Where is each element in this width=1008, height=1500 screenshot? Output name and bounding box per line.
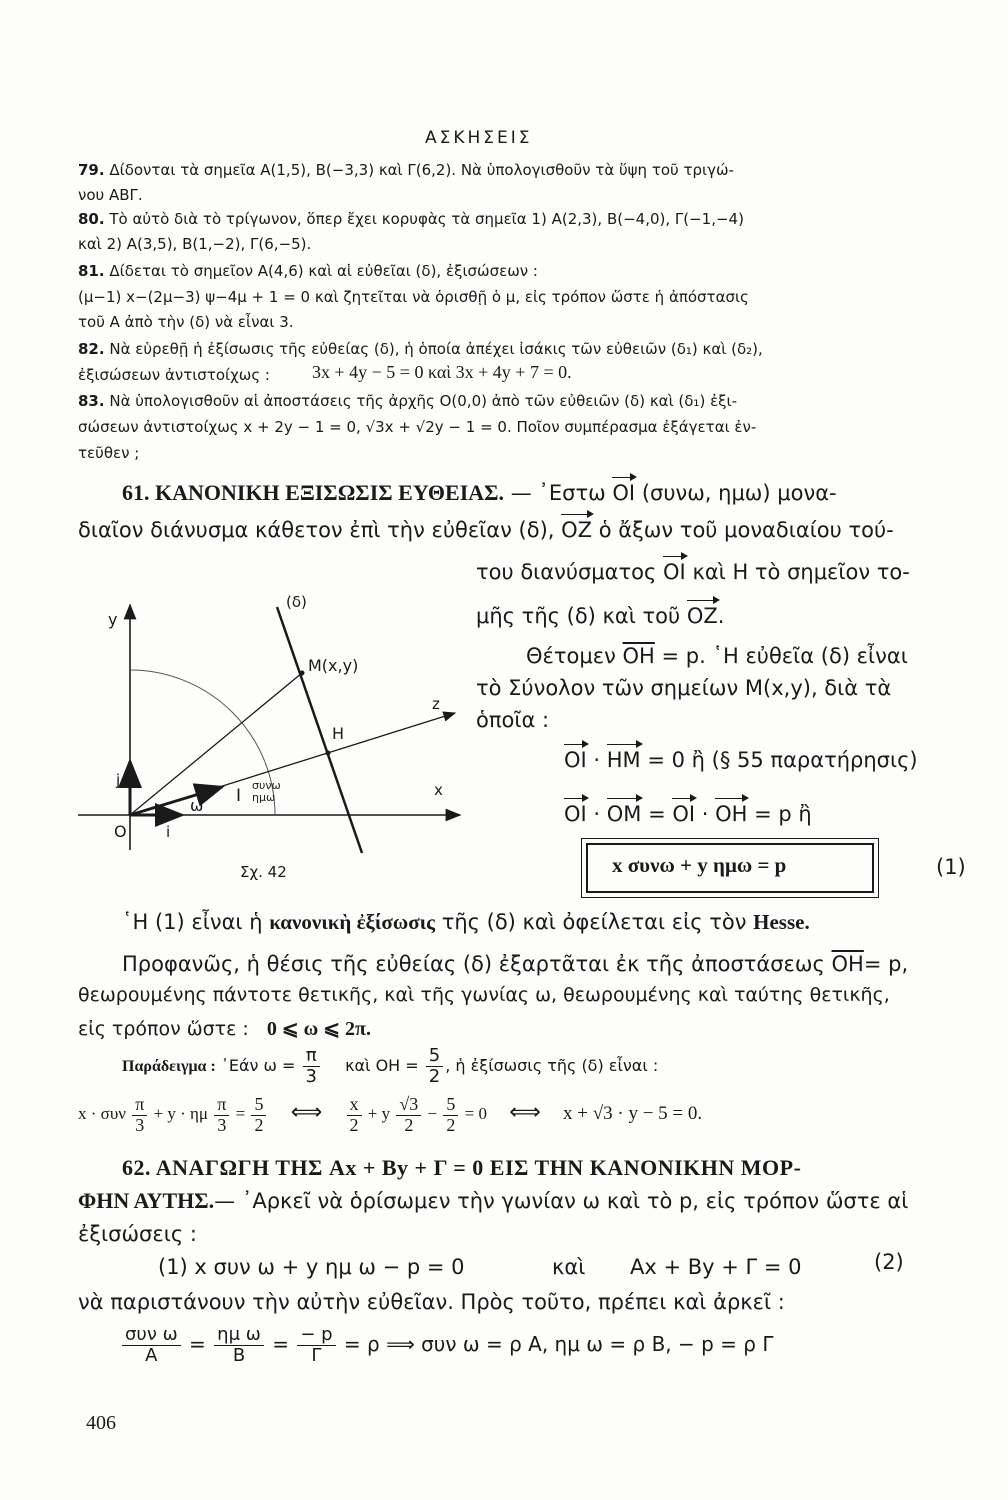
exercise-82-line2a: ἐξισώσεων ἀντιστοίχως : xyxy=(78,366,270,384)
line-OM xyxy=(130,673,302,815)
fraction-5-2 xyxy=(443,1095,458,1136)
equation-1-normal-form: (1) x συν ω + y ημ ω − p = 0 xyxy=(158,1255,465,1279)
segment-OH: $\overline{OH}$ xyxy=(622,644,655,668)
proportion-equation xyxy=(120,1325,774,1366)
figure-caption: Σχ. 42 xyxy=(240,863,287,881)
exercise-80 xyxy=(78,210,744,228)
text: , ἡ ἐξίσωσις τῆς (δ) εἶναι : xyxy=(445,1055,659,1075)
text: + y xyxy=(367,1104,391,1124)
text: = 0 xyxy=(464,1104,487,1124)
text: ὁ ἄξων τοῦ μοναδιαίου τού- xyxy=(598,518,894,542)
exercise-81-line2: (μ−1) x−(2μ−3) ψ−4μ + 1 = 0 καὶ ζητεῖται νὰ ὁρισθῇ ὁ μ, εἰς τρόπον ὥστε ἡ ἀπόστασις xyxy=(78,288,749,306)
numerator: συν ω xyxy=(122,1325,181,1346)
section-62-title-line1: 62. ΑΝΑΓΩΓΗ ΤΗΣ Ax + By + Γ = 0 ΕΙΣ ΤΗΝ ΚΑΝΟΝΙΚΗΝ ΜΟΡ- xyxy=(122,1155,802,1180)
denominator: 2 xyxy=(428,1065,441,1087)
exercise-number: 83. xyxy=(78,392,105,410)
emphasis: κανονικὴ ἐξίσωσις xyxy=(269,910,435,934)
point-H xyxy=(326,751,331,756)
fraction-pi-3 xyxy=(303,1046,320,1087)
text: τῆς (δ) καὶ ὀφείλεται εἰς τὸν xyxy=(441,910,747,934)
vector-OI: ΟΙ xyxy=(672,802,696,826)
paragraph-line1 xyxy=(122,952,908,976)
text: μῆς τῆς (δ) καὶ τοῦ xyxy=(476,604,681,628)
equation-dot-HM: ΟΙ · ΗΜ = 0 ἢ (§ 55 παρατήρησις) xyxy=(564,748,918,772)
label-I-sin: ημω xyxy=(252,791,276,804)
vector-OZ: ΟΖ xyxy=(561,518,593,542)
figure-42 xyxy=(70,585,470,885)
example-line xyxy=(122,1046,658,1087)
text: Προφανῶς, ἡ θέσις τῆς εὐθείας (δ) ἐξαρτᾶται ἐκ τῆς ἀποστάσεως xyxy=(122,952,825,976)
vector-OI xyxy=(130,787,222,815)
exercise-text: Τὸ αὐτὸ διὰ τὸ τρίγωνον, ὅπερ ἔχει κορυφὰς τὰ σημεῖα 1) Α(2,3), Β(−4,0), Γ(−1,−4) xyxy=(109,210,744,228)
text: x · συν xyxy=(78,1104,126,1124)
numerator: ημ ω xyxy=(214,1325,264,1346)
section-61-line2 xyxy=(78,516,894,542)
label-delta: (δ) xyxy=(286,593,307,611)
exercise-82 xyxy=(78,340,763,358)
fraction-sin-B xyxy=(214,1325,264,1366)
text: καὶ ΟΗ = xyxy=(345,1055,419,1075)
text: του διανύσματος xyxy=(476,560,657,584)
denominator: 2 xyxy=(349,1114,359,1135)
section-61-title: 61. ΚΑΝΟΝΙΚΗ ΕΞΙΣΩΣΙΣ ΕΥΘΕΙΑΣ. xyxy=(122,480,505,505)
equivalence-arrow: ⟺ xyxy=(509,1099,541,1125)
fraction-pi-3 xyxy=(214,1095,229,1136)
text: εἰς τρόπον ὥστε : xyxy=(78,1018,249,1040)
vector-OI: ΟΙ xyxy=(612,481,636,505)
label-z: z xyxy=(432,695,440,713)
text: ᾽Εάν ω = xyxy=(220,1055,296,1075)
fraction-x-2 xyxy=(347,1095,362,1136)
denominator: 2 xyxy=(446,1114,456,1135)
vector-OZ: ΟΖ xyxy=(686,604,718,628)
text: + y · ημ xyxy=(153,1104,209,1124)
vector-OI: ΟΙ xyxy=(564,748,587,772)
omega-range: 0 ⩽ ω ⩽ 2π. xyxy=(266,1018,371,1040)
text: − xyxy=(427,1104,438,1124)
equivalence-arrow: ⟺ xyxy=(290,1099,323,1125)
label-M: M(x,y) xyxy=(308,656,359,675)
text: Θέτομεν xyxy=(526,644,616,668)
exercise-83 xyxy=(78,392,737,410)
exercise-number: 80. xyxy=(78,210,105,228)
denominator: Γ xyxy=(311,1344,322,1366)
label-I-cos: συνω xyxy=(252,779,281,792)
vector-OM: ΟΜ xyxy=(606,802,642,826)
numerator: π xyxy=(303,1046,320,1067)
numerator: − p xyxy=(297,1325,335,1346)
equation-dot-OM: ΟΙ · ΟΜ = ΟΙ · ΟΗ = p ἢ xyxy=(564,802,812,826)
fraction-5-2 xyxy=(426,1046,443,1087)
fraction-pi-3 xyxy=(132,1095,147,1136)
equals: = xyxy=(189,1331,206,1356)
numerator: √3 xyxy=(396,1095,421,1116)
equation-and: καὶ xyxy=(552,1255,586,1279)
name-hesse: Hesse. xyxy=(753,910,810,934)
example-label: Παράδειγμα : xyxy=(122,1057,216,1075)
fraction-cos-A xyxy=(122,1325,181,1366)
exercise-79 xyxy=(78,161,734,179)
label-I: I xyxy=(236,786,242,806)
label-y: y xyxy=(108,610,118,629)
denominator: 3 xyxy=(305,1065,317,1087)
fraction-5-2 xyxy=(251,1095,266,1136)
exercise-number: 79. xyxy=(78,161,105,179)
denominator: A xyxy=(145,1344,158,1366)
section-61-line4 xyxy=(476,602,724,628)
exercise-80-line2: καὶ 2) Α(3,5), Β(1,−2), Γ(6,−5). xyxy=(78,235,312,253)
equation-number-2: (2) xyxy=(874,1250,904,1274)
text: διαῖον διάνυσμα κάθετον ἐπὶ τὴν εὐθεῖαν (δ), xyxy=(78,518,555,542)
label-x: x xyxy=(434,781,443,799)
vector-OI: ΟΙ xyxy=(564,802,587,826)
text: — ᾽Αρκεῖ νὰ ὁρίσωμεν τὴν γωνίαν ω καὶ τὸ p, εἰς τρόπον ὥστε αἱ xyxy=(214,1189,909,1213)
line-delta xyxy=(277,607,362,853)
text: = p, xyxy=(863,952,909,976)
rho-relations: = ρ ⟹ συν ω = ρ A, ημ ω = ρ B, − p = ρ Γ xyxy=(343,1331,774,1356)
label-O: O xyxy=(114,822,127,841)
exercise-number: 81. xyxy=(78,262,105,280)
exercise-81 xyxy=(78,262,538,280)
exercise-82-equations: 3x + 4y − 5 = 0 καὶ 3x + 4y + 7 = 0. xyxy=(312,362,572,382)
fraction-p-gamma xyxy=(297,1325,335,1366)
text: = xyxy=(235,1104,246,1124)
text: καὶ Η τὸ σημεῖον το- xyxy=(692,560,910,584)
text: . xyxy=(717,604,725,628)
example-computation xyxy=(78,1095,702,1136)
section-61-line6: τὸ Σύνολον τῶν σημείων M(x,y), διὰ τὰ xyxy=(476,676,892,700)
equation-number-1: (1) xyxy=(936,855,966,879)
section-61-header xyxy=(122,479,837,506)
normal-equation: x συνω + y ημω = p xyxy=(612,853,787,877)
label-i: i xyxy=(166,823,171,841)
denominator: 2 xyxy=(404,1114,414,1135)
denominator: 3 xyxy=(217,1114,227,1135)
section-61-line3 xyxy=(476,558,910,584)
label-j: j xyxy=(116,771,121,789)
section-61-line7: ὁποῖα : xyxy=(476,708,550,732)
exercise-text: Νὰ εὑρεθῇ ἡ ἐξίσωσις τῆς εὐθείας (δ), ἡ ὁποία ἀπέχει ἰσάκις τῶν εὐθειῶν (δ₁) καὶ (δ₂), xyxy=(109,340,763,358)
page-number: 406 xyxy=(86,1412,116,1434)
label-omega: ω xyxy=(190,796,204,815)
exercise-text: Νὰ ὑπολογισθοῦν αἱ ἀποστάσεις τῆς ἀρχῆς Ο(0,0) ἀπὸ τῶν εὐθειῶν (δ) καὶ (δ₁) ἐξι- xyxy=(109,392,738,410)
section-61-line5 xyxy=(526,644,908,668)
section-62-line3: ἐξισώσεις : xyxy=(78,1222,197,1246)
exercise-81-line3: τοῦ Α ἀπὸ τὴν (δ) νὰ εἶναι 3. xyxy=(78,313,294,331)
paragraph-line3 xyxy=(78,1016,371,1041)
vector-HM: ΗΜ xyxy=(606,748,641,772)
numerator: π xyxy=(214,1095,229,1116)
hesse-sentence xyxy=(122,910,810,935)
section-62-title-line2: ΦΗΝ ΑΥΤΗΣ. xyxy=(78,1188,215,1213)
numerator: 5 xyxy=(443,1095,458,1116)
exercise-83-line2: σώσεων ἀντιστοίχως x + 2y − 1 = 0, √3x + √2y − 1 = 0. Ποῖον συμπέρασμα ἐξάγεται ἐν- xyxy=(78,418,757,436)
vector-OI: ΟΙ xyxy=(663,560,686,584)
exercises-heading: ΑΣΚΗΣΕΙΣ xyxy=(425,128,533,148)
denominator: 3 xyxy=(135,1114,145,1135)
numerator: x xyxy=(347,1095,362,1116)
text: = p. ῾Η εὐθεῖα (δ) εἶναι xyxy=(661,644,908,668)
point-M xyxy=(300,671,305,676)
numerator: 5 xyxy=(426,1046,443,1067)
denominator: 2 xyxy=(254,1114,264,1135)
section-62-line2 xyxy=(78,1188,908,1214)
text: = 0 ἢ (§ 55 παρατήρησις) xyxy=(647,748,918,772)
paragraph-line2: θεωρουμένης πάντοτε θετικῆς, καὶ τῆς γωνίας ω, θεωρουμένης καὶ ταύτης θετικῆς, xyxy=(78,984,890,1006)
numerator: 5 xyxy=(251,1095,266,1116)
exercise-text: Δίδονται τὰ σημεῖα Α(1,5), Β(−3,3) καὶ Γ(6,2). Νὰ ὑπολογισθοῦν τὰ ὕψη τοῦ τριγώ- xyxy=(109,161,734,179)
section-61-text: (συνω, ημω) μονα- xyxy=(641,481,837,505)
denominator: B xyxy=(232,1344,246,1366)
equation-general-form: Ax + By + Γ = 0 xyxy=(630,1255,802,1279)
section-62-line4: νὰ παριστάνουν τὴν αὐτὴν εὐθεῖαν. Πρὸς τοῦτο, πρέπει καὶ ἀρκεῖ : xyxy=(78,1290,785,1314)
fraction-sqrt3-2 xyxy=(396,1095,421,1136)
exercise-number: 82. xyxy=(78,340,105,358)
result-equation: x + √3 · y − 5 = 0. xyxy=(563,1103,703,1125)
equals: = xyxy=(272,1331,289,1356)
text: ῾Η (1) εἶναι ἡ xyxy=(122,910,263,934)
vector-OH: ΟΗ xyxy=(715,802,748,826)
exercise-83-line3: τεῦθεν ; xyxy=(78,444,140,462)
text: = p ἢ xyxy=(754,802,812,826)
numerator: π xyxy=(132,1095,147,1116)
segment-OH: $\overline{OH}$ xyxy=(831,952,864,976)
label-H: H xyxy=(332,724,345,743)
exercise-79-line2: νου ΑΒΓ. xyxy=(78,186,143,204)
section-61-intro: — ᾽Εστω xyxy=(510,481,606,505)
exercise-text: Δίδεται τὸ σημεῖον Α(4,6) καὶ αἱ εὐθεῖαι (δ), ἐξισώσεων : xyxy=(109,262,538,280)
